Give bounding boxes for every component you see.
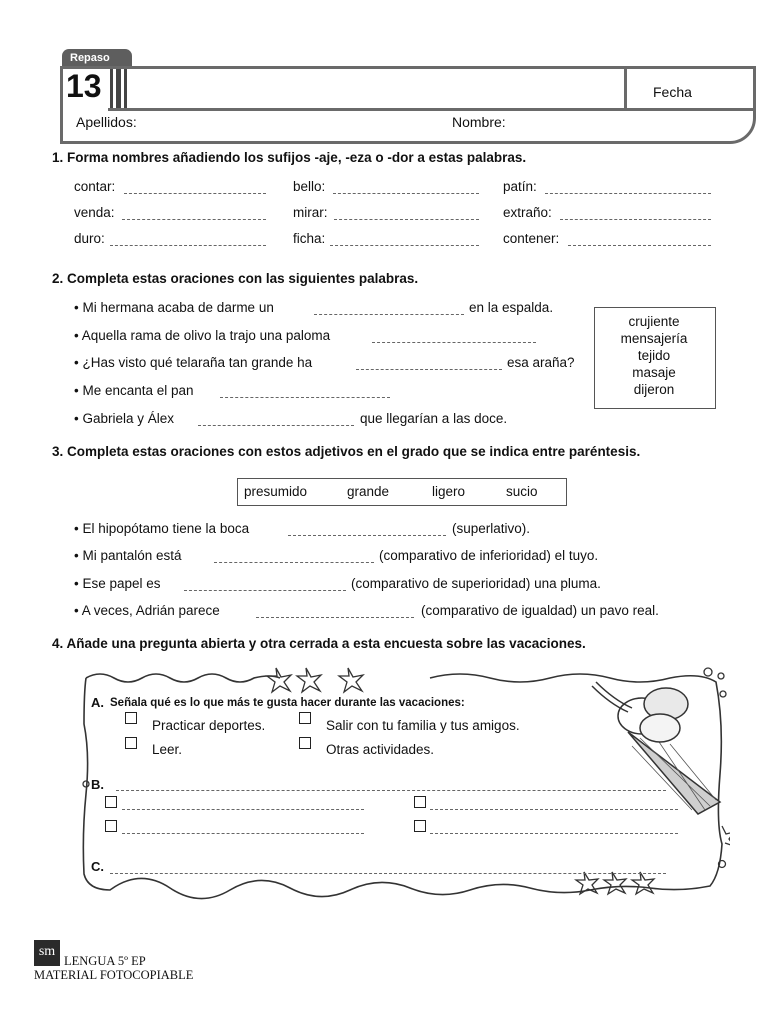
lesson-number: 13	[66, 68, 102, 104]
q3-sentence: • Ese papel es	[74, 576, 161, 591]
answer-blank[interactable]	[430, 821, 678, 834]
q2-sentence-end: en la espalda.	[469, 300, 554, 315]
q2-sentence: • Aquella rama de olivo la trajo una paloma	[74, 328, 331, 343]
answer-blank[interactable]	[256, 605, 414, 618]
survey-option: Practicar deportes.	[152, 718, 266, 733]
question-4-title: 4. Añade una pregunta abierta y otra cerrada a esta encuesta sobre las vacaciones.	[52, 636, 586, 651]
q1-word: contener:	[503, 231, 560, 246]
q3-sentence: • A veces, Adrián parece	[74, 603, 220, 618]
footer-subject: LENGUA 5º EP	[64, 954, 146, 968]
survey-letter-b: B.	[91, 777, 104, 792]
answer-blank[interactable]	[122, 207, 266, 220]
q2-sentence: • ¿Has visto qué telaraña tan grande ha	[74, 355, 313, 370]
answer-blank[interactable]	[334, 207, 479, 220]
q1-word: venda:	[74, 205, 115, 220]
survey-checkbox[interactable]	[299, 712, 311, 724]
survey-option: Salir con tu familia y tus amigos.	[326, 718, 520, 733]
survey-letter-c: C.	[91, 859, 104, 874]
q1-word: patín:	[503, 179, 537, 194]
q2-box-word: mensajería	[620, 331, 688, 346]
q1-word: extraño:	[503, 205, 552, 220]
q3-box-word: sucio	[506, 484, 538, 499]
q3-sentence-end: (comparativo de inferioridad) el tuyo.	[379, 548, 599, 563]
q3-box-word: grande	[347, 484, 390, 499]
survey-checkbox[interactable]	[125, 712, 137, 724]
header-stripe	[110, 69, 113, 110]
q2-box-word: dijeron	[633, 382, 675, 397]
header-divider	[624, 66, 627, 110]
q1-word: mirar:	[293, 205, 328, 220]
answer-blank[interactable]	[198, 413, 354, 426]
survey-checkbox[interactable]	[414, 796, 426, 808]
q1-word: ficha:	[293, 231, 326, 246]
q2-sentence-end: esa araña?	[507, 355, 575, 370]
question-1-title: 1. Forma nombres añadiendo los sufijos -aje, -eza o -dor a estas palabras.	[52, 150, 527, 165]
answer-blank[interactable]	[568, 233, 711, 246]
answer-blank[interactable]	[122, 797, 364, 810]
footer-photocopy: MATERIAL FOTOCOPIABLE	[34, 968, 194, 982]
header-frame	[60, 66, 756, 144]
answer-blank[interactable]	[110, 861, 666, 874]
q2-sentence-end: que llegarían a las doce.	[360, 411, 508, 426]
answer-blank[interactable]	[110, 233, 266, 246]
nombre-label: Nombre:	[452, 114, 506, 130]
q1-word: bello:	[293, 179, 326, 194]
q3-sentence-end: (comparativo de superioridad) una pluma.	[351, 576, 601, 591]
q2-box-word: tejido	[637, 348, 671, 363]
q1-word: contar:	[74, 179, 116, 194]
answer-blank[interactable]	[430, 797, 678, 810]
survey-checkbox[interactable]	[105, 820, 117, 832]
q2-box-word: masaje	[632, 365, 676, 380]
q2-sentence: • Gabriela y Álex	[74, 411, 175, 426]
q3-box-word: ligero	[432, 484, 466, 499]
answer-blank[interactable]	[124, 181, 266, 194]
q2-sentence: • Mi hermana acaba de darme un	[74, 300, 274, 315]
question-2-title: 2. Completa estas oraciones con las siguientes palabras.	[52, 271, 419, 286]
repaso-tab: Repaso	[62, 49, 132, 67]
answer-blank[interactable]	[122, 821, 364, 834]
q3-sentence-end: (superlativo).	[452, 521, 531, 536]
answer-blank[interactable]	[288, 523, 446, 536]
survey-option: Otras actividades.	[326, 742, 435, 757]
answer-blank[interactable]	[372, 330, 536, 343]
survey-option: Leer.	[152, 742, 183, 757]
survey-question-a: Señala qué es lo que más te gusta hacer durante las vacaciones:	[110, 697, 465, 709]
q3-box-word: presumido	[244, 484, 308, 499]
q3-sentence: • El hipopótamo tiene la boca	[74, 521, 250, 536]
q2-box-word: crujiente	[628, 314, 680, 329]
answer-blank[interactable]	[560, 207, 711, 220]
survey-checkbox[interactable]	[125, 737, 137, 749]
q2-sentence: • Me encanta el pan	[74, 383, 194, 398]
answer-blank[interactable]	[214, 550, 374, 563]
q3-sentence-end: (comparativo de igualdad) un pavo real.	[421, 603, 659, 618]
fecha-label: Fecha	[653, 84, 692, 100]
answer-blank[interactable]	[330, 233, 479, 246]
q3-sentence: • Mi pantalón está	[74, 548, 182, 563]
answer-blank[interactable]	[116, 778, 666, 791]
apellidos-label: Apellidos:	[76, 114, 137, 130]
survey-checkbox[interactable]	[299, 737, 311, 749]
header-divider	[108, 108, 756, 111]
answer-blank[interactable]	[184, 578, 346, 591]
ice-cream-cone-illustration	[592, 682, 720, 814]
answer-blank[interactable]	[356, 357, 502, 370]
survey-checkbox[interactable]	[105, 796, 117, 808]
publisher-logo: sm	[34, 940, 60, 966]
survey-letter-a: A.	[91, 695, 104, 710]
answer-blank[interactable]	[220, 385, 390, 398]
q1-word: duro:	[74, 231, 105, 246]
answer-blank[interactable]	[314, 302, 464, 315]
survey-checkbox[interactable]	[414, 820, 426, 832]
answer-blank[interactable]	[545, 181, 711, 194]
question-3-title: 3. Completa estas oraciones con estos adjetivos en el grado que se indica entre paréntesis.	[52, 444, 641, 459]
header-stripe	[124, 69, 127, 110]
header-stripe	[116, 69, 121, 110]
answer-blank[interactable]	[333, 181, 479, 194]
